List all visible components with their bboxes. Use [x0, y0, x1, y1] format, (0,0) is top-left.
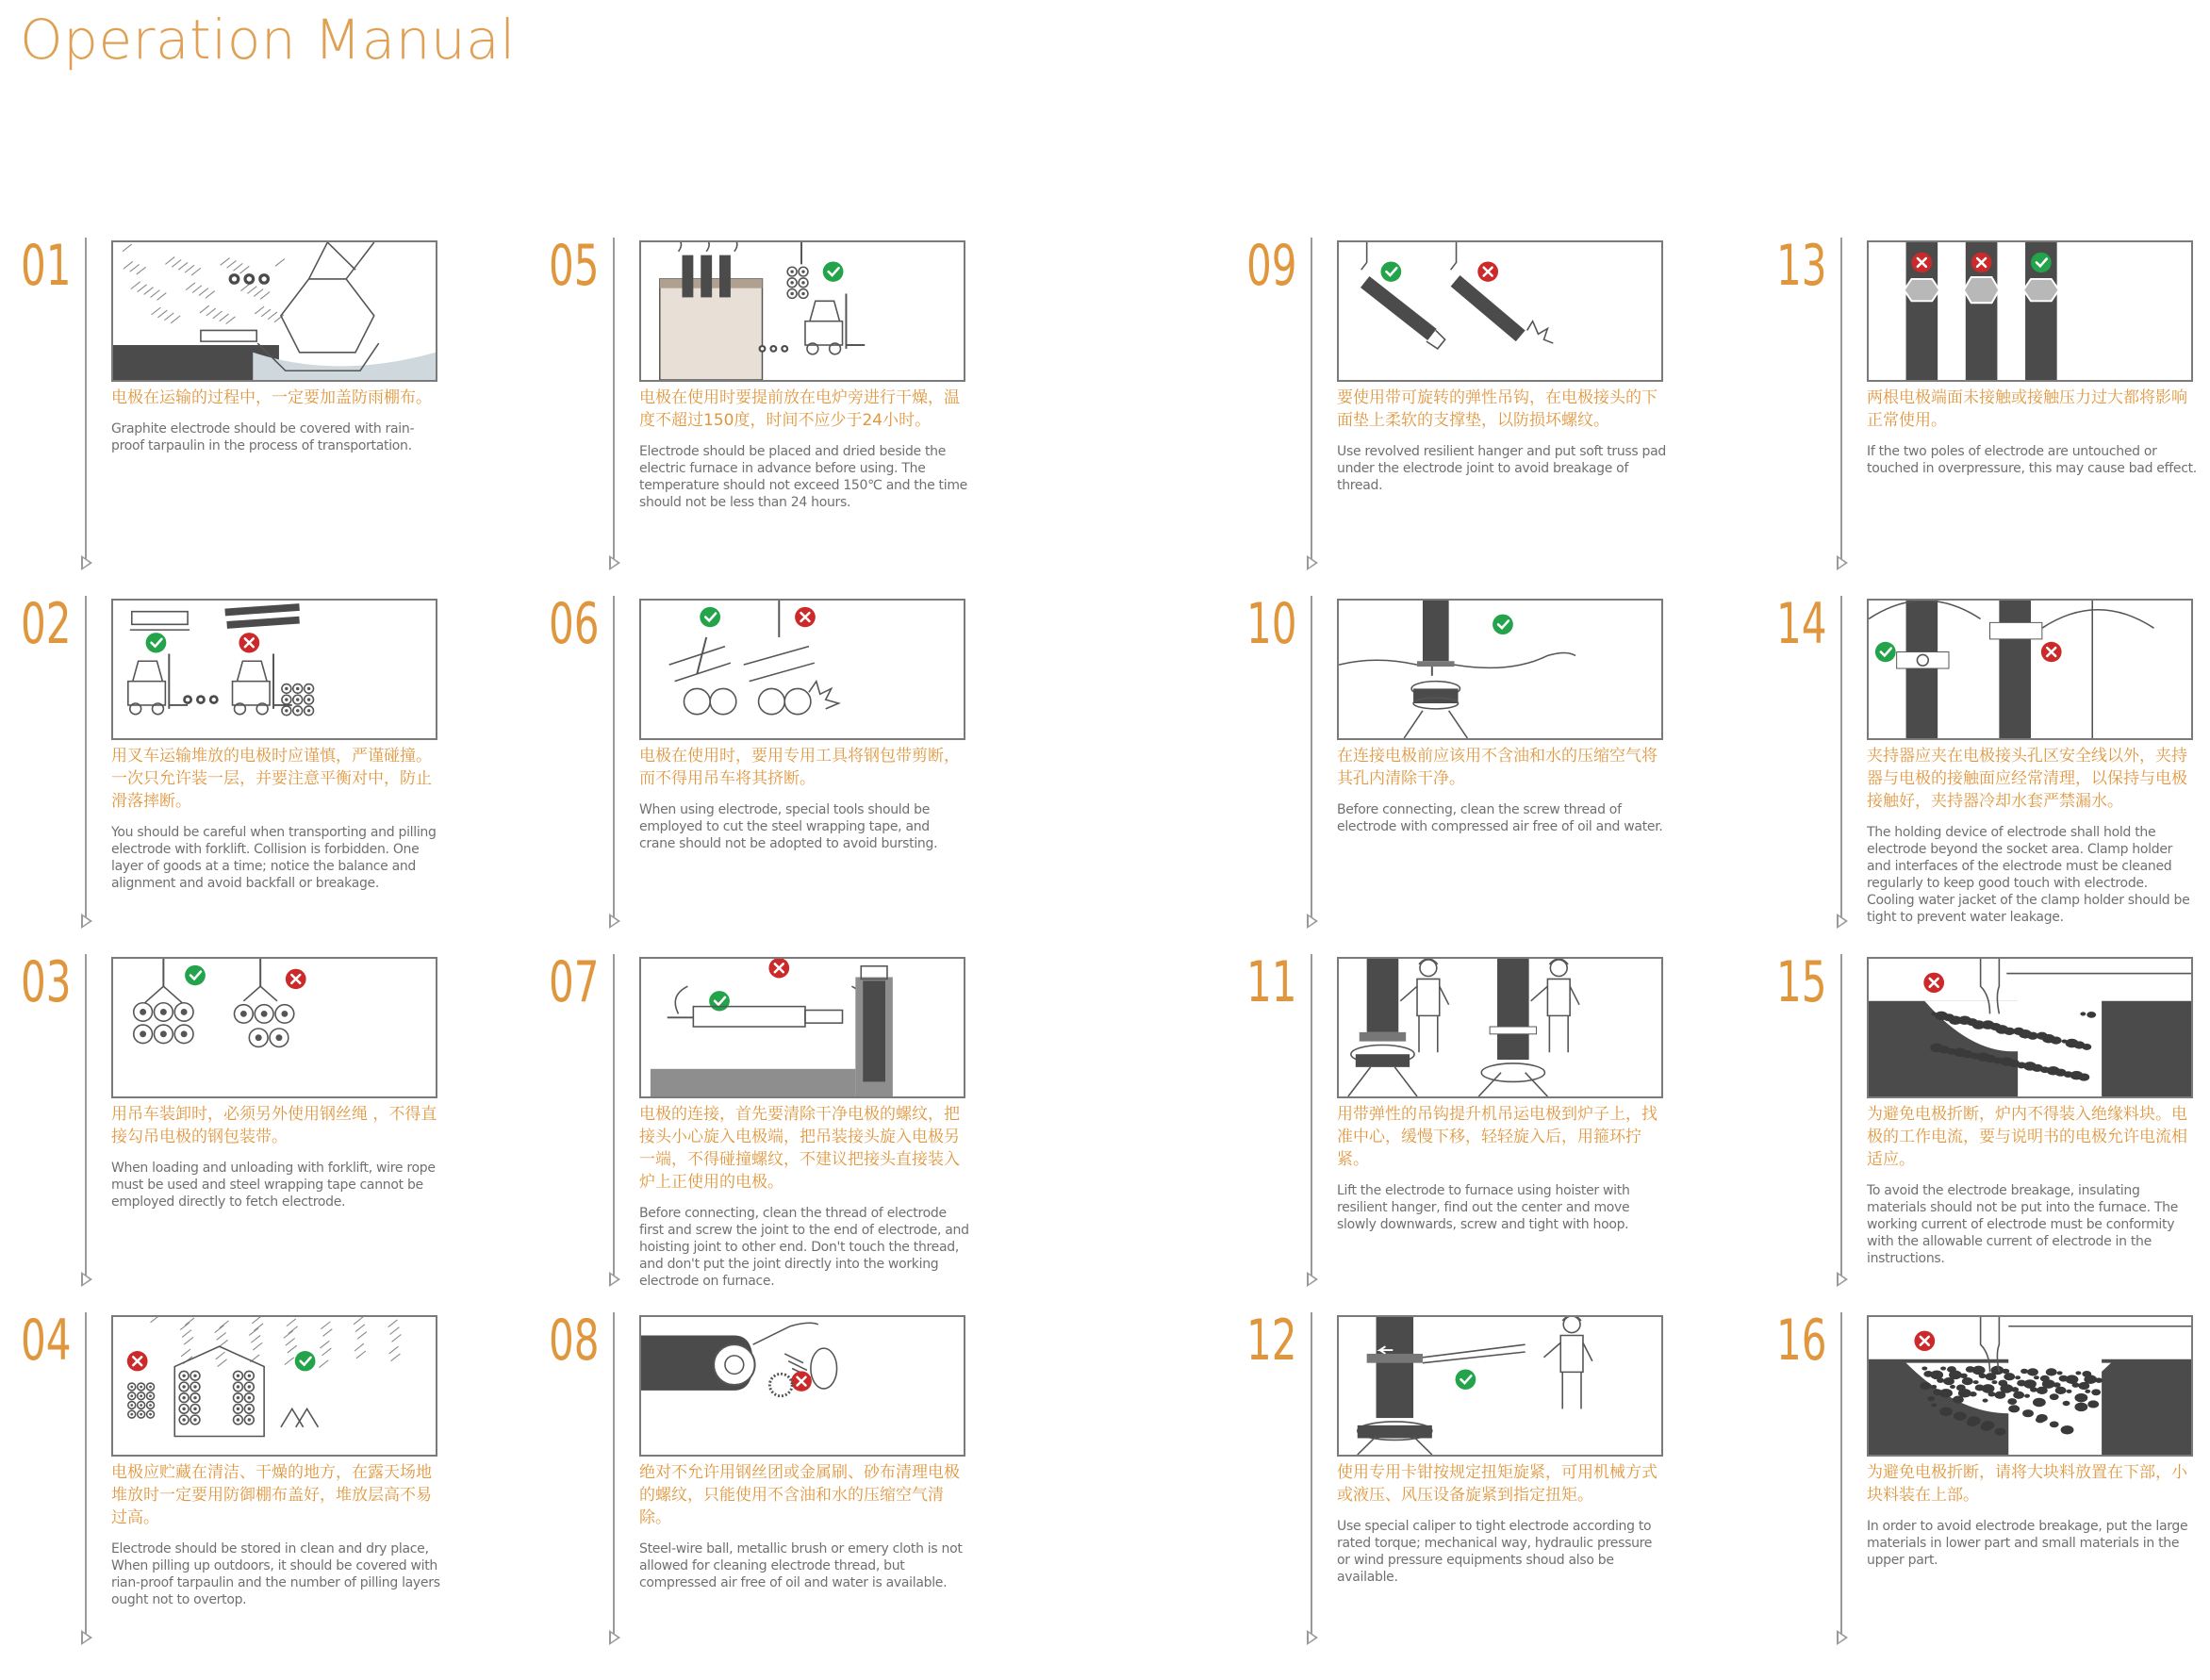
step-text-english: When using electrode, special tools should be employed to cut the steel wrapping tape, and crane should not be adopted to avoid bursting.	[639, 802, 938, 851]
step-arrow-icon	[81, 1630, 92, 1645]
step-text-chinese: 电极在使用时，要用专用工具将钢包带剪断，而不得用吊车将其挤断。	[639, 747, 960, 788]
step-text-english: Electrode should be stored in clean and dry place, When pilling up outdoors, it should be covered with rian-proof tarpaulin and the number of pilling layers ought not to overtop.	[111, 1541, 440, 1607]
step-divider	[85, 238, 87, 566]
step-text-chinese: 要使用带可旋转的弹性吊钩，在电极接头的下面垫上柔软的支撑垫，以防损坏螺纹。	[1337, 388, 1658, 430]
step-14	[1776, 591, 2210, 935]
step-arrow-icon	[1837, 1630, 1848, 1645]
step-text-chinese: 电极在运输的过程中，一定要加盖防雨棚布。	[111, 388, 432, 407]
step-arrow-icon	[1307, 914, 1318, 929]
step-11	[1246, 949, 1699, 1293]
step-illustration	[639, 240, 965, 382]
step-text-english: Graphite electrode should be covered with rain-proof tarpaulin in the process of transportation.	[111, 421, 415, 453]
step-arrow-icon	[1837, 1272, 1848, 1287]
step-text-chinese: 电极在使用时要提前放在电炉旁进行干燥，温度不超过150度，时间不应少于24小时。	[639, 388, 960, 430]
step-divider	[85, 954, 87, 1282]
step-arrow-icon	[609, 914, 620, 929]
step-divider	[85, 596, 87, 924]
step-divider	[85, 1312, 87, 1640]
step-arrow-icon	[609, 1272, 620, 1287]
step-15	[1776, 949, 2210, 1293]
step-02	[21, 591, 473, 935]
step-arrow-icon	[81, 914, 92, 929]
step-divider	[1840, 954, 1842, 1282]
step-text-english: If the two poles of electrode are untouched or touched in overpressure, this may cause bad effect.	[1867, 444, 2197, 476]
step-text-english: Steel-wire ball, metallic brush or emery cloth is not allowed for cleaning electrode thread, but compressed air free of oil and water is available.	[639, 1541, 963, 1590]
step-arrow-icon	[81, 1272, 92, 1287]
step-illustration	[639, 957, 965, 1098]
step-arrow-icon	[1837, 555, 1848, 570]
step-number: 11	[1246, 949, 1297, 1015]
step-illustration	[1337, 1315, 1663, 1457]
step-text-chinese: 用叉车运输堆放的电极时应谨慎，严谨碰撞。一次只允许装一层，并要注意平衡对中，防止滑落摔断。	[111, 747, 432, 811]
step-16	[1776, 1308, 2210, 1652]
step-text-english: Lift the electrode to furnace using hoister with resilient hanger, find out the center and move slowly downwards, screw and tight with hoop.	[1337, 1183, 1630, 1232]
step-arrow-icon	[1307, 1630, 1318, 1645]
step-10	[1246, 591, 1699, 935]
step-arrow-icon	[1307, 555, 1318, 570]
step-illustration	[1337, 240, 1663, 382]
step-text-english: Electrode should be placed and dried beside the electric furnace in advance before using. The temperature should not exceed 150℃ and the time should not be less than 24 hours.	[639, 444, 967, 510]
step-arrow-icon	[609, 1630, 620, 1645]
step-divider	[1311, 596, 1312, 924]
step-number: 03	[21, 949, 72, 1015]
step-number: 07	[549, 949, 600, 1015]
step-divider	[1311, 954, 1312, 1282]
step-13	[1776, 233, 2210, 577]
step-illustration	[111, 1315, 437, 1457]
step-number: 05	[549, 233, 600, 299]
step-arrow-icon	[609, 555, 620, 570]
step-text-english: Before connecting, clean the screw thread of electrode with compressed air free of oil and water.	[1337, 802, 1663, 834]
step-divider	[1311, 238, 1312, 566]
step-text-chinese: 电极应贮藏在清洁、干燥的地方，在露天场地堆放时一定要用防御棚布盖好，堆放层高不易过高。	[111, 1463, 432, 1527]
step-09	[1246, 233, 1699, 577]
step-number: 16	[1776, 1308, 1827, 1374]
step-text-chinese: 为避免电极折断，请将大块料放置在下部，小块料装在上部。	[1867, 1463, 2187, 1505]
step-text-chinese: 绝对不允许用钢丝团或金属刷、砂布清理电极的螺纹，只能使用不含油和水的压缩空气清除。	[639, 1463, 960, 1527]
page-title: Operation Manual	[20, 8, 516, 72]
step-05	[549, 233, 1001, 577]
step-text-english: To avoid the electrode breakage, insulating materials should not be put into the furnace. The working current of electrode must be conformity with the allowable current of electrode in the instructions.	[1867, 1183, 2179, 1266]
step-number: 06	[549, 591, 600, 657]
step-text-chinese: 夹持器应夹在电极接头孔区安全线以外，夹持器与电极的接触面应经常清理，以保持与电极接触好，夹持器冷却水套严禁漏水。	[1867, 747, 2187, 811]
step-number: 14	[1776, 591, 1827, 657]
step-03	[21, 949, 473, 1293]
step-07	[549, 949, 1001, 1293]
step-number: 10	[1246, 591, 1297, 657]
step-text-chinese: 用带弹性的吊钩提升机吊运电极到炉子上，找准中心，缓慢下移，轻轻旋入后，用箍环拧紧。	[1337, 1105, 1658, 1169]
step-text-english: In order to avoid electrode breakage, put the large materials in lower part and small materials in the upper part.	[1867, 1519, 2188, 1568]
step-number: 09	[1246, 233, 1297, 299]
step-01	[21, 233, 473, 577]
step-divider	[1840, 1312, 1842, 1640]
step-arrow-icon	[81, 555, 92, 570]
step-text-chinese: 用吊车装卸时，必须另外使用钢丝绳 ，不得直接勾吊电极的钢包装带。	[111, 1105, 437, 1146]
step-arrow-icon	[1837, 914, 1848, 929]
step-illustration	[1867, 240, 2193, 382]
step-number: 15	[1776, 949, 1827, 1015]
step-text-english: Use special caliper to tight electrode according to rated torque; mechanical way, hydraulic pressure or wind pressure equipments shoud also be available.	[1337, 1519, 1653, 1585]
step-illustration	[1337, 599, 1663, 740]
step-divider	[1840, 238, 1842, 566]
step-08	[549, 1308, 1001, 1652]
step-illustration	[111, 957, 437, 1098]
step-divider	[1840, 596, 1842, 924]
step-illustration	[1867, 1315, 2193, 1457]
step-number: 01	[21, 233, 72, 299]
step-text-english: The holding device of electrode shall hold the electrode beyond the socket area. Clamp holder and interfaces of the electrode must be cleaned regularly to keep good touch with electrode. Cooling water jacket of the clamp holder should be tight to prevent water leakage.	[1867, 825, 2190, 925]
step-04	[21, 1308, 473, 1652]
step-text-english: You should be careful when transporting and pilling electrode with forklift. Collision is forbidden. One layer of goods at a time; notice the balance and alignment and avoid backfall or breakage.	[111, 825, 437, 891]
step-illustration	[1337, 957, 1663, 1098]
step-number: 12	[1246, 1308, 1297, 1374]
step-text-chinese: 两根电极端面未接触或接触压力过大都将影响正常使用。	[1867, 388, 2187, 430]
step-text-chinese: 为避免电极折断，炉内不得装入绝缘料块。电极的工作电流，要与说明书的电极允许电流相适应。	[1867, 1105, 2187, 1169]
step-12	[1246, 1308, 1699, 1652]
step-text-chinese: 电极的连接，首先要清除干净电极的螺纹，把接头小心旋入电极端，把吊装接头旋入电极另一端，不得碰撞螺纹，不建议把接头直接装入炉上正使用的电极。	[639, 1105, 960, 1192]
step-divider	[613, 238, 615, 566]
step-divider	[613, 596, 615, 924]
step-arrow-icon	[1307, 1272, 1318, 1287]
step-illustration	[111, 240, 437, 382]
step-divider	[613, 1312, 615, 1640]
step-illustration	[111, 599, 437, 740]
step-number: 08	[549, 1308, 600, 1374]
step-number: 04	[21, 1308, 72, 1374]
step-text-english: Use revolved resilient hanger and put soft truss pad under the electrode joint to avoid breakage of thread.	[1337, 444, 1667, 493]
step-illustration	[1867, 599, 2193, 740]
step-text-chinese: 在连接电极前应该用不含油和水的压缩空气将其孔内清除干净。	[1337, 747, 1658, 788]
step-illustration	[639, 599, 965, 740]
step-number: 02	[21, 591, 72, 657]
step-text-chinese: 使用专用卡钳按规定扭矩旋紧，可用机械方式或液压、风压设备旋紧到指定扭矩。	[1337, 1463, 1658, 1505]
step-06	[549, 591, 1001, 935]
step-number: 13	[1776, 233, 1827, 299]
step-illustration	[639, 1315, 965, 1457]
step-text-english: When loading and unloading with forklift, wire rope must be used and steel wrapping tape cannot be employed directly to fetch electrode.	[111, 1161, 436, 1210]
step-text-english: Before connecting, clean the thread of electrode first and screw the joint to the end of electrode, and hoisting joint to other end. Don't touch the thread, and don't put the joint directly into the working electrode on furnace.	[639, 1206, 969, 1289]
step-divider	[1311, 1312, 1312, 1640]
step-divider	[613, 954, 615, 1282]
step-illustration	[1867, 957, 2193, 1098]
